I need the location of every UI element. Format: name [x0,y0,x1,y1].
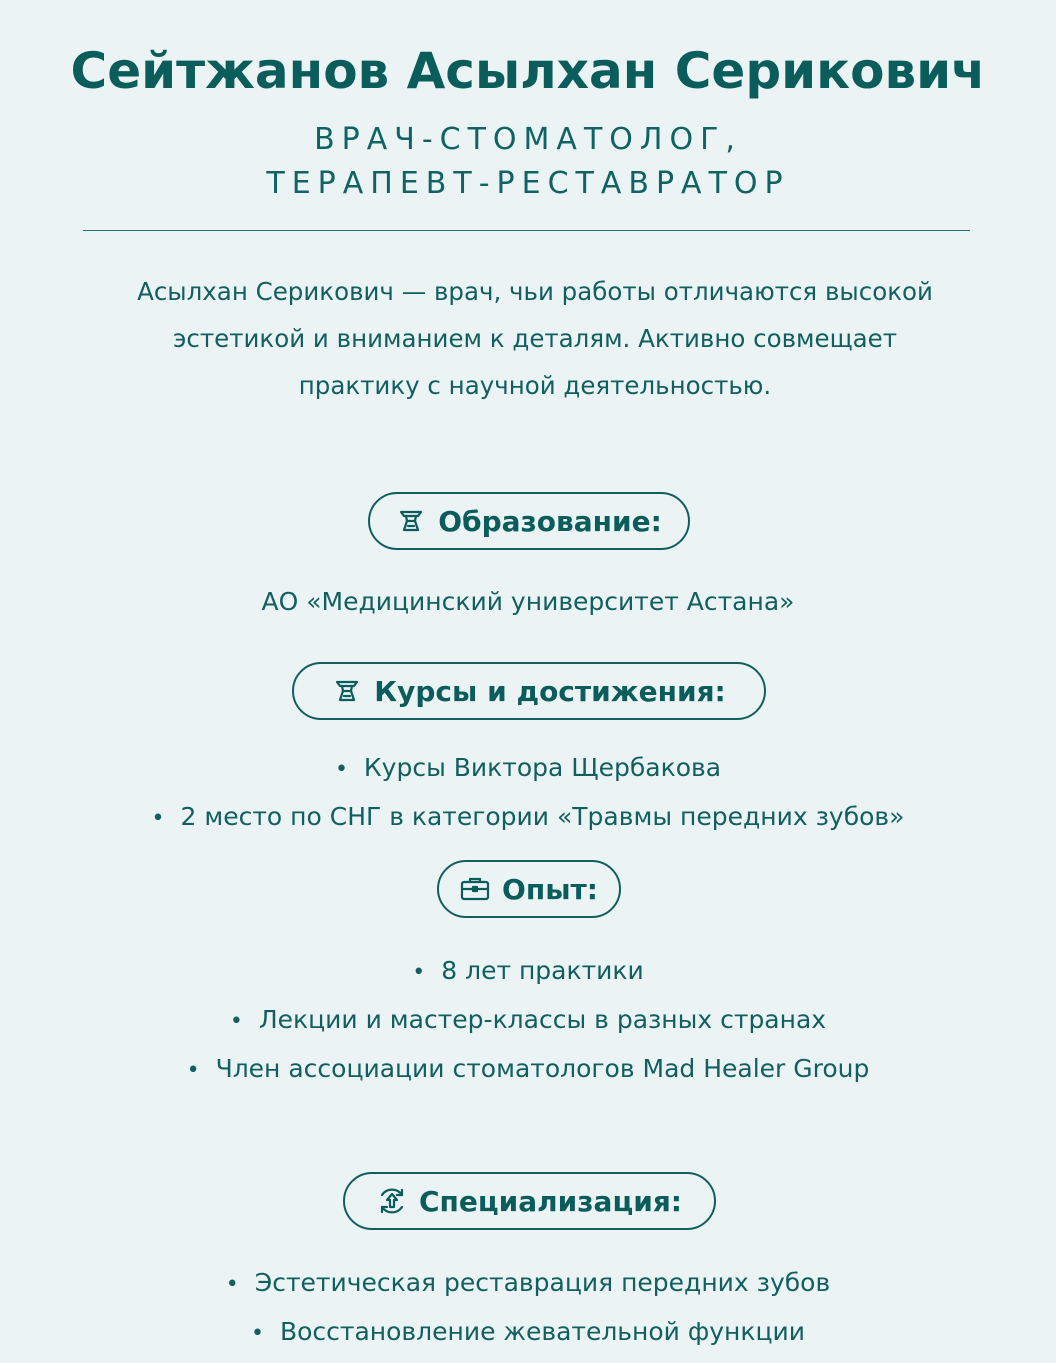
bio-line: практику с научной деятельностью. [298,371,772,400]
list-item: • Курсы Виктора Щербакова [0,744,1056,793]
role-line: ВРАЧ-СТОМАТОЛОГ, [314,122,742,157]
experience-heading [437,860,621,918]
bio-line: Асылхан Серикович — врач, чьи работы отличаются высокой [137,277,933,306]
courses-heading [292,662,766,720]
courses-title: Курсы и достижения: [374,674,726,708]
list-item: • Лекции и мастер-классы в разных странах [0,996,1056,1045]
list-item: • 2 место по СНГ в категории «Травмы передних зубов» [0,793,1056,842]
education-title: Образование: [438,504,662,538]
graduate-icon [396,506,426,536]
list-item: • Член ассоциации стоматологов Mad Healer Group [0,1045,1056,1094]
divider [83,230,970,231]
experience-list [0,947,1056,1094]
specialization-heading [343,1172,716,1230]
doctor-bio [40,268,1030,409]
list-item: • Восстановление жевательной функции [0,1308,1056,1357]
bio-line: эстетикой и вниманием к деталям. Активно совмещает [172,324,898,353]
specialization-list [0,1259,1056,1357]
role-line: ТЕРАПЕВТ-РЕСТАВРАТОР [266,166,790,201]
specialization-title: Специализация: [419,1184,682,1218]
doctor-name: Сейтжанов Асылхан Серикович [70,41,986,100]
graduate-icon [332,676,362,706]
list-item: • 8 лет практики [0,947,1056,996]
growth-circle-icon [377,1186,407,1216]
experience-title: Опыт: [502,872,598,906]
courses-list [0,744,1056,842]
education-text: АО «Медицинский университет Астана» [261,587,795,616]
briefcase-icon [460,874,490,904]
list-item: • Эстетическая реставрация передних зубов [0,1259,1056,1308]
education-heading [368,492,690,550]
doctor-role [0,118,1056,206]
